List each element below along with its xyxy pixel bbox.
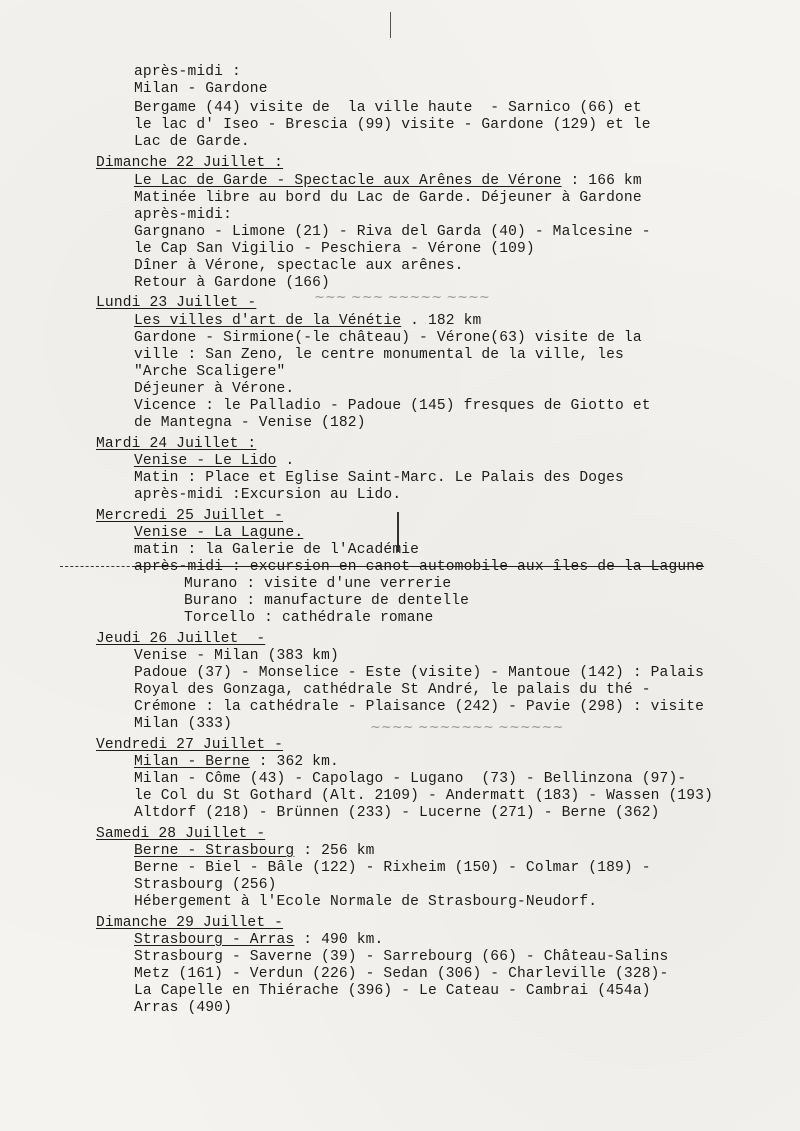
margin-dash	[60, 566, 140, 568]
handwritten-note: ~~~ ~~~ ~~~~~ ~~~~	[314, 290, 490, 305]
itinerary-line	[134, 877, 277, 894]
line-text: Murano : visite d'une verrerie	[184, 576, 452, 592]
underlined-text: Mardi 24 Juillet :	[96, 436, 257, 452]
itinerary-line	[134, 525, 303, 542]
itinerary-line	[134, 117, 651, 134]
itinerary-line	[134, 224, 651, 241]
day-heading	[96, 631, 265, 648]
underlined-text: Venise - La Lagune.	[134, 525, 304, 541]
underlined-text: Berne - Strasbourg	[134, 843, 295, 859]
itinerary-line	[134, 754, 339, 771]
line-text: Vicence : le Palladio - Padoue (145) fresques de Giotto et	[134, 398, 651, 414]
itinerary-line	[134, 805, 660, 822]
day-heading	[96, 436, 256, 453]
line-text: le lac d' Iseo - Brescia (99) visite - Gardone (129) et le	[134, 117, 651, 133]
line-text: après-midi : excursion en canot automobile aux îles de la Lagune	[134, 559, 705, 575]
line-text: Gardone - Sirmione(-le château) - Vérone(63) visite de la	[134, 330, 642, 346]
day-heading	[96, 295, 256, 312]
underlined-text: Le Lac de Garde - Spectacle aux Arênes de Vérone	[134, 173, 562, 189]
itinerary-line	[134, 949, 668, 966]
itinerary-line	[134, 330, 642, 347]
fold-mark	[390, 12, 391, 38]
day-heading	[96, 508, 283, 525]
itinerary-line	[134, 487, 401, 504]
underlined-text: Dimanche 22 Juillet :	[96, 155, 284, 171]
line-text: Burano : manufacture de dentelle	[184, 593, 470, 609]
line-text: Matin : Place et Eglise Saint-Marc. Le Palais des Doges	[134, 470, 624, 486]
underlined-text: Mercredi 25 Juillet -	[96, 508, 284, 524]
underlined-text: Lundi 23 Juillet -	[96, 295, 257, 311]
line-text: Crémone : la cathédrale - Plaisance (242) - Pavie (298) : visite	[134, 699, 705, 715]
itinerary-line	[134, 648, 339, 665]
itinerary-line	[134, 364, 285, 381]
line-text: Metz (161) - Verdun (226) - Sedan (306) - Charleville (328)-	[134, 966, 669, 982]
line-text: après-midi:	[134, 207, 232, 223]
itinerary-line	[134, 81, 268, 98]
itinerary-line	[134, 313, 481, 330]
line-text: Padoue (37) - Monselice - Este (visite) - Mantoue (142) : Palais	[134, 665, 705, 681]
distance-text: : 362 km.	[249, 754, 339, 770]
day-heading	[96, 155, 283, 172]
itinerary-line	[134, 64, 241, 81]
itinerary-line	[184, 593, 469, 610]
line-text: Strasbourg (256)	[134, 877, 277, 893]
itinerary-line	[134, 470, 624, 487]
line-text: le Col du St Gothard (Alt. 2109) - Andermatt (183) - Wassen (193)	[134, 788, 713, 804]
itinerary-line	[134, 190, 642, 207]
underlined-text: Les villes d'art de la Vénétie	[134, 313, 402, 329]
itinerary-line	[134, 1000, 232, 1017]
itinerary-line	[134, 275, 330, 292]
itinerary-line	[134, 860, 651, 877]
itinerary-line	[134, 207, 232, 224]
itinerary-line	[134, 788, 713, 805]
underlined-text: Milan - Berne	[134, 754, 250, 770]
line-text: après-midi :	[134, 64, 241, 80]
itinerary-line	[134, 453, 294, 470]
line-text: Milan (333)	[134, 716, 232, 732]
line-text: Altdorf (218) - Brünnen (233) - Lucerne (271) - Berne (362)	[134, 805, 660, 821]
itinerary-line	[134, 843, 375, 860]
line-text: Dîner à Vérone, spectacle aux arênes.	[134, 258, 464, 274]
itinerary-line	[134, 241, 535, 258]
itinerary-line	[134, 134, 250, 151]
itinerary-line	[134, 258, 464, 275]
itinerary-line	[134, 966, 668, 983]
line-text: ville : San Zeno, le centre monumental de la ville, les	[134, 347, 624, 363]
day-heading	[96, 915, 283, 932]
line-text: Gargnano - Limone (21) - Riva del Garda (40) - Malcesine -	[134, 224, 651, 240]
handwritten-note: ~~~~ ~~~~~~~ ~~~~~~	[370, 720, 564, 735]
line-text: Retour à Gardone (166)	[134, 275, 330, 291]
line-text: matin : la Galerie de l'Académie	[134, 542, 420, 558]
day-heading	[96, 737, 283, 754]
underlined-text: Vendredi 27 Juillet -	[96, 737, 284, 753]
underlined-text: Samedi 28 Juillet -	[96, 826, 266, 842]
underlined-text: Strasbourg - Arras	[134, 932, 295, 948]
itinerary-line	[134, 665, 704, 682]
underlined-text: Dimanche 29 Juillet -	[96, 915, 284, 931]
line-text: Lac de Garde.	[134, 134, 250, 150]
underlined-text: Venise - Le Lido	[134, 453, 277, 469]
itinerary-line	[184, 610, 433, 627]
itinerary-line	[134, 100, 642, 117]
line-text: Milan - Gardone	[134, 81, 268, 97]
itinerary-line	[184, 576, 451, 593]
itinerary-line	[134, 173, 642, 190]
line-text: Hébergement à l'Ecole Normale de Strasbourg-Neudorf.	[134, 894, 598, 910]
line-text: Milan - Côme (43) - Capolago - Lugano (73) - Bellinzona (97)-	[134, 771, 687, 787]
line-text: Arras (490)	[134, 1000, 232, 1016]
itinerary-line	[134, 559, 704, 576]
line-text: Déjeuner à Vérone.	[134, 381, 295, 397]
line-text: le Cap San Vigilio - Peschiera - Vérone (109)	[134, 241, 535, 257]
line-text: Bergame (44) visite de la ville haute - Sarnico (66) et	[134, 100, 642, 116]
itinerary-line	[134, 771, 686, 788]
itinerary-line	[134, 398, 651, 415]
distance-text: .	[276, 453, 295, 469]
line-text: Venise - Milan (383 km)	[134, 648, 339, 664]
distance-text: : 166 km	[561, 173, 642, 189]
itinerary-line	[134, 682, 651, 699]
line-text: Torcello : cathédrale romane	[184, 610, 434, 626]
line-text: Berne - Biel - Bâle (122) - Rixheim (150) - Colmar (189) -	[134, 860, 651, 876]
itinerary-line	[134, 932, 383, 949]
itinerary-line	[134, 983, 651, 1000]
distance-text: : 256 km	[294, 843, 375, 859]
line-text: La Capelle en Thiérache (396) - Le Cateau - Cambrai (454a)	[134, 983, 651, 999]
line-text: après-midi :Excursion au Lido.	[134, 487, 402, 503]
line-text: de Mantegna - Venise (182)	[134, 415, 366, 431]
itinerary-line	[134, 347, 624, 364]
itinerary-line	[134, 415, 366, 432]
itinerary-line	[134, 542, 419, 559]
itinerary-line	[134, 894, 597, 911]
line-text: Strasbourg - Saverne (39) - Sarrebourg (66) - Château-Salins	[134, 949, 669, 965]
line-text: Matinée libre au bord du Lac de Garde. Déjeuner à Gardone	[134, 190, 642, 206]
itinerary-line	[134, 716, 232, 733]
line-text: "Arche Scaligere"	[134, 364, 286, 380]
distance-text: . 182 km	[401, 313, 482, 329]
day-heading	[96, 826, 265, 843]
line-text: Royal des Gonzaga, cathédrale St André, le palais du thé -	[134, 682, 651, 698]
distance-text: : 490 km.	[294, 932, 384, 948]
underlined-text: Jeudi 26 Juillet -	[96, 631, 266, 647]
itinerary-line	[134, 699, 704, 716]
itinerary-line	[134, 381, 294, 398]
